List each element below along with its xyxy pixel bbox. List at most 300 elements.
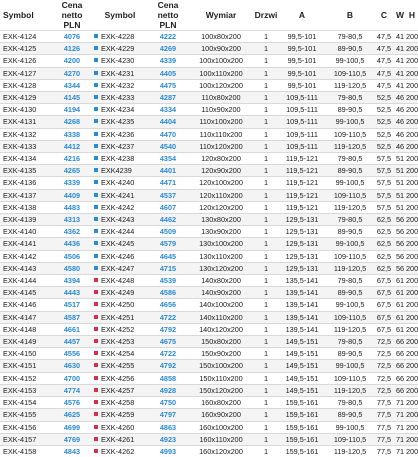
- symbol-2-text: EXK-4254: [101, 349, 134, 358]
- color-marker-icon: [94, 71, 98, 75]
- cell-h: 200: [406, 226, 418, 238]
- cell-b: 99-100,5: [326, 360, 374, 372]
- symbol-2-text: EXK-4258: [101, 398, 134, 407]
- color-marker-icon: [94, 302, 98, 306]
- cell-b: 79-80,5: [326, 31, 374, 43]
- color-marker-icon: [94, 83, 98, 87]
- cell-symbol-2: [92, 116, 148, 128]
- table-row: [0, 189, 418, 201]
- symbol-2-text: EXK-4246: [101, 252, 134, 261]
- color-marker-icon: [94, 363, 98, 367]
- cell-c: 67,5: [374, 311, 394, 323]
- cell-w: 46: [394, 116, 406, 128]
- cell-price-1: 4457: [52, 336, 92, 348]
- cell-doors: 1: [254, 323, 278, 335]
- table-row: [0, 299, 418, 311]
- cell-price-1: 4506: [52, 250, 92, 262]
- table-row: [0, 43, 418, 55]
- cell-h: 200: [406, 31, 418, 43]
- cell-a: 119,5-121: [278, 153, 326, 165]
- cell-symbol-2: [92, 128, 148, 140]
- cell-price-1: 4517: [52, 299, 92, 311]
- table-row: [0, 287, 418, 299]
- cell-size: 110x90x200: [188, 104, 254, 116]
- cell-symbol-2: [92, 79, 148, 91]
- cell-b: 109-110,5: [326, 67, 374, 79]
- cell-price-2: 4462: [148, 214, 188, 226]
- table-row: [0, 177, 418, 189]
- cell-symbol-2: [92, 189, 148, 201]
- header-price-1: [52, 0, 92, 31]
- cell-doors: 1: [254, 79, 278, 91]
- cell-c: 62,5: [374, 226, 394, 238]
- cell-price-1: 4630: [52, 360, 92, 372]
- cell-h: 200: [406, 92, 418, 104]
- color-marker-icon: [94, 156, 98, 160]
- cell-symbol-2: [92, 153, 148, 165]
- cell-price-2: 4928: [148, 384, 188, 396]
- cell-a: 149,5-151: [278, 384, 326, 396]
- color-marker-icon: [94, 388, 98, 392]
- cell-w: 41: [394, 43, 406, 55]
- cell-c: 52,5: [374, 140, 394, 152]
- cell-price-1: 4576: [52, 397, 92, 409]
- cell-size: 140x120x200: [188, 323, 254, 335]
- cell-symbol-1: EXK-4127: [0, 67, 52, 79]
- table-row: [0, 55, 418, 67]
- cell-c: 57,5: [374, 153, 394, 165]
- cell-price-2: 4405: [148, 67, 188, 79]
- cell-b: 119-120,5: [326, 140, 374, 152]
- cell-w: 61: [394, 287, 406, 299]
- cell-price-1: 4436: [52, 238, 92, 250]
- cell-c: 67,5: [374, 299, 394, 311]
- cell-c: 47,5: [374, 67, 394, 79]
- cell-symbol-1: EXK-4141: [0, 238, 52, 250]
- cell-price-2: 4722: [148, 311, 188, 323]
- cell-h: 200: [406, 116, 418, 128]
- table-row: [0, 238, 418, 250]
- cell-b: 99-100,5: [326, 55, 374, 67]
- cell-doors: 1: [254, 421, 278, 433]
- color-marker-icon: [94, 327, 98, 331]
- color-marker-icon: [94, 437, 98, 441]
- cell-doors: 1: [254, 67, 278, 79]
- cell-price-1: 4200: [52, 55, 92, 67]
- cell-a: 139,5-141: [278, 287, 326, 299]
- cell-symbol-2: [92, 262, 148, 274]
- cell-price-1: 4394: [52, 275, 92, 287]
- cell-price-1: 4661: [52, 323, 92, 335]
- cell-price-2: 4334: [148, 104, 188, 116]
- cell-b: 119-120,5: [326, 262, 374, 274]
- cell-h: 200: [406, 104, 418, 116]
- header-a: A: [278, 0, 326, 31]
- cell-symbol-1: EXK-4151: [0, 360, 52, 372]
- table-row: [0, 226, 418, 238]
- cell-b: 89-90,5: [326, 104, 374, 116]
- cell-w: 56: [394, 250, 406, 262]
- cell-w: 66: [394, 360, 406, 372]
- cell-price-2: 4475: [148, 79, 188, 91]
- cell-symbol-2: [92, 336, 148, 348]
- table-row: [0, 250, 418, 262]
- cell-doors: 1: [254, 165, 278, 177]
- cell-price-2: 4675: [148, 336, 188, 348]
- table-row: [0, 323, 418, 335]
- symbol-2-text: EXK4239: [101, 166, 132, 175]
- cell-w: 66: [394, 336, 406, 348]
- cell-a: 109,5-111: [278, 116, 326, 128]
- cell-a: 119,5-121: [278, 165, 326, 177]
- header-price-2-line2: netto PLN: [158, 10, 179, 30]
- symbol-2-text: EXK-4235: [101, 117, 134, 126]
- cell-doors: 1: [254, 397, 278, 409]
- cell-symbol-1: EXK-4152: [0, 372, 52, 384]
- cell-doors: 1: [254, 128, 278, 140]
- cell-a: 159,5-161: [278, 421, 326, 433]
- table-row: [0, 104, 418, 116]
- cell-price-2: 4287: [148, 92, 188, 104]
- cell-size: 140x100x200: [188, 299, 254, 311]
- cell-price-1: 4700: [52, 372, 92, 384]
- cell-doors: 1: [254, 336, 278, 348]
- cell-doors: 1: [254, 360, 278, 372]
- cell-price-1: 4194: [52, 104, 92, 116]
- cell-symbol-1: EXK-4142: [0, 250, 52, 262]
- cell-c: 62,5: [374, 238, 394, 250]
- color-marker-icon: [94, 449, 98, 453]
- cell-a: 99,5-101: [278, 31, 326, 43]
- symbol-2-text: EXK-4243: [101, 215, 134, 224]
- table-body: [0, 31, 418, 457]
- cell-doors: 1: [254, 214, 278, 226]
- symbol-2-text: EXK-4247: [101, 264, 134, 273]
- cell-h: 200: [406, 262, 418, 274]
- color-marker-icon: [94, 376, 98, 380]
- cell-price-2: 4269: [148, 43, 188, 55]
- table-row: [0, 31, 418, 43]
- header-symbol-1: Symbol: [0, 0, 52, 31]
- cell-symbol-2: [92, 201, 148, 213]
- cell-h: 200: [406, 189, 418, 201]
- cell-doors: 1: [254, 275, 278, 287]
- symbol-2-text: EXK-4245: [101, 239, 134, 248]
- cell-price-1: 4580: [52, 262, 92, 274]
- symbol-2-text: EXK-4248: [101, 276, 134, 285]
- cell-symbol-1: EXK-4144: [0, 275, 52, 287]
- cell-a: 159,5-161: [278, 433, 326, 445]
- cell-symbol-1: EXK-4156: [0, 421, 52, 433]
- cell-h: 200: [406, 384, 418, 396]
- cell-doors: 1: [254, 372, 278, 384]
- table-row: [0, 165, 418, 177]
- cell-symbol-1: EXK-4134: [0, 153, 52, 165]
- cell-symbol-1: EXK-4133: [0, 140, 52, 152]
- cell-price-2: 4645: [148, 250, 188, 262]
- color-marker-icon: [94, 119, 98, 123]
- cell-c: 77,5: [374, 397, 394, 409]
- header-h: H: [406, 0, 418, 31]
- color-marker-icon: [94, 278, 98, 282]
- cell-price-1: 4265: [52, 165, 92, 177]
- table-row: [0, 140, 418, 152]
- cell-size: 130x100x200: [188, 238, 254, 250]
- cell-h: 200: [406, 299, 418, 311]
- cell-h: 200: [406, 372, 418, 384]
- cell-symbol-2: [92, 372, 148, 384]
- cell-a: 135,5-141: [278, 275, 326, 287]
- cell-w: 46: [394, 128, 406, 140]
- cell-symbol-1: EXK-4140: [0, 226, 52, 238]
- cell-h: 200: [406, 140, 418, 152]
- cell-doors: 1: [254, 384, 278, 396]
- symbol-2-text: EXK-4237: [101, 142, 134, 151]
- cell-a: 119,5-121: [278, 189, 326, 201]
- symbol-2-text: EXK-4233: [101, 93, 134, 102]
- symbol-2-text: EXK-4238: [101, 154, 134, 163]
- cell-doors: 1: [254, 177, 278, 189]
- cell-a: 149,5-151: [278, 336, 326, 348]
- cell-doors: 1: [254, 262, 278, 274]
- cell-c: 57,5: [374, 177, 394, 189]
- cell-w: 51: [394, 177, 406, 189]
- cell-size: 150x110x200: [188, 372, 254, 384]
- cell-price-2: 4993: [148, 445, 188, 457]
- cell-symbol-2: [92, 55, 148, 67]
- cell-b: 79-80,5: [326, 275, 374, 287]
- cell-doors: 1: [254, 409, 278, 421]
- color-marker-icon: [94, 241, 98, 245]
- cell-c: 57,5: [374, 165, 394, 177]
- cell-h: 200: [406, 79, 418, 91]
- cell-size: 140x90x200: [188, 287, 254, 299]
- cell-price-1: 4313: [52, 214, 92, 226]
- cell-c: 62,5: [374, 214, 394, 226]
- cell-a: 109,5-111: [278, 140, 326, 152]
- cell-h: 200: [406, 43, 418, 55]
- cell-price-1: 4270: [52, 67, 92, 79]
- cell-size: 100x120x200: [188, 79, 254, 91]
- cell-b: 89-90,5: [326, 287, 374, 299]
- cell-size: 120x100x200: [188, 177, 254, 189]
- cell-price-1: 4409: [52, 189, 92, 201]
- symbol-2-text: EXK-4240: [101, 178, 134, 187]
- cell-doors: 1: [254, 31, 278, 43]
- color-marker-icon: [94, 315, 98, 319]
- cell-b: 109-110,5: [326, 372, 374, 384]
- table-row: [0, 116, 418, 128]
- cell-price-1: 4126: [52, 43, 92, 55]
- cell-price-1: 4774: [52, 384, 92, 396]
- cell-doors: 1: [254, 92, 278, 104]
- cell-price-2: 4750: [148, 397, 188, 409]
- cell-c: 47,5: [374, 79, 394, 91]
- cell-b: 79-80,5: [326, 153, 374, 165]
- cell-size: 100x100x200: [188, 55, 254, 67]
- cell-h: 200: [406, 214, 418, 226]
- cell-price-1: 4145: [52, 92, 92, 104]
- cell-b: 119-120,5: [326, 445, 374, 457]
- cell-price-2: 4537: [148, 189, 188, 201]
- header-price-1-line2: netto PLN: [62, 10, 83, 30]
- cell-price-2: 4401: [148, 165, 188, 177]
- cell-w: 56: [394, 214, 406, 226]
- cell-price-2: 4863: [148, 421, 188, 433]
- header-b: B: [326, 0, 374, 31]
- cell-doors: 1: [254, 201, 278, 213]
- cell-h: 200: [406, 275, 418, 287]
- cell-b: 79-80,5: [326, 397, 374, 409]
- cell-size: 160x120x200: [188, 445, 254, 457]
- cell-price-2: 4471: [148, 177, 188, 189]
- cell-symbol-1: EXK-4147: [0, 311, 52, 323]
- cell-c: 72,5: [374, 348, 394, 360]
- cell-h: 200: [406, 201, 418, 213]
- symbol-2-text: EXK-4241: [101, 191, 134, 200]
- cell-doors: 1: [254, 311, 278, 323]
- cell-size: 120x120x200: [188, 201, 254, 213]
- cell-size: 110x100x200: [188, 116, 254, 128]
- symbol-2-text: EXK-4250: [101, 300, 134, 309]
- cell-c: 72,5: [374, 336, 394, 348]
- cell-price-1: 4344: [52, 79, 92, 91]
- cell-b: 99-100,5: [326, 299, 374, 311]
- cell-symbol-2: [92, 323, 148, 335]
- cell-symbol-2: [92, 165, 148, 177]
- cell-b: 79-80,5: [326, 214, 374, 226]
- cell-b: 79-80,5: [326, 92, 374, 104]
- header-w: W: [394, 0, 406, 31]
- cell-price-1: 4216: [52, 153, 92, 165]
- cell-a: 149,5-151: [278, 348, 326, 360]
- cell-w: 71: [394, 397, 406, 409]
- cell-c: 67,5: [374, 323, 394, 335]
- cell-a: 129,5-131: [278, 250, 326, 262]
- cell-doors: 1: [254, 238, 278, 250]
- cell-a: 159,5-161: [278, 409, 326, 421]
- symbol-2-text: EXK-4262: [101, 447, 134, 456]
- cell-symbol-1: EXK-4125: [0, 43, 52, 55]
- table-row: [0, 262, 418, 274]
- header-price-2-line1: Cena: [158, 0, 179, 10]
- cell-symbol-2: [92, 360, 148, 372]
- cell-symbol-2: [92, 409, 148, 421]
- cell-symbol-1: EXK-4128: [0, 79, 52, 91]
- cell-price-2: 4792: [148, 323, 188, 335]
- cell-b: 109-110,5: [326, 189, 374, 201]
- cell-h: 200: [406, 67, 418, 79]
- cell-w: 51: [394, 201, 406, 213]
- cell-b: 99-100,5: [326, 421, 374, 433]
- cell-b: 109-110,5: [326, 433, 374, 445]
- cell-symbol-1: EXK-4153: [0, 384, 52, 396]
- cell-price-2: 4354: [148, 153, 188, 165]
- cell-price-2: 4586: [148, 287, 188, 299]
- symbol-2-text: EXK-4231: [101, 69, 134, 78]
- color-marker-icon: [94, 107, 98, 111]
- cell-symbol-1: EXK-4129: [0, 92, 52, 104]
- cell-b: 119-120,5: [326, 79, 374, 91]
- cell-doors: 1: [254, 299, 278, 311]
- cell-h: 200: [406, 165, 418, 177]
- cell-a: 99,5-101: [278, 67, 326, 79]
- cell-doors: 1: [254, 226, 278, 238]
- cell-b: 119-120,5: [326, 384, 374, 396]
- cell-symbol-1: EXK-4126: [0, 55, 52, 67]
- cell-size: 150x90x200: [188, 348, 254, 360]
- cell-w: 56: [394, 262, 406, 274]
- cell-price-2: 4339: [148, 55, 188, 67]
- color-marker-icon: [94, 144, 98, 148]
- symbol-2-text: EXK-4244: [101, 227, 134, 236]
- cell-c: 67,5: [374, 275, 394, 287]
- cell-price-2: 4722: [148, 348, 188, 360]
- cell-size: 100x110x200: [188, 67, 254, 79]
- cell-c: 77,5: [374, 421, 394, 433]
- table-row: [0, 409, 418, 421]
- symbol-2-text: EXK-4236: [101, 130, 134, 139]
- cell-a: 139,5-141: [278, 311, 326, 323]
- color-marker-icon: [94, 339, 98, 343]
- cell-price-2: 4923: [148, 433, 188, 445]
- cell-a: 119,5-121: [278, 201, 326, 213]
- cell-symbol-1: EXK-4139: [0, 214, 52, 226]
- table-row: [0, 128, 418, 140]
- cell-a: 129,5-131: [278, 214, 326, 226]
- cell-price-2: 4607: [148, 201, 188, 213]
- symbol-2-text: EXK-4261: [101, 435, 134, 444]
- cell-h: 200: [406, 445, 418, 457]
- cell-w: 51: [394, 165, 406, 177]
- cell-a: 119,5-121: [278, 177, 326, 189]
- cell-symbol-1: EXK-4149: [0, 336, 52, 348]
- cell-b: 89-90,5: [326, 165, 374, 177]
- cell-w: 71: [394, 445, 406, 457]
- cell-w: 66: [394, 372, 406, 384]
- cell-symbol-1: EXK-4148: [0, 323, 52, 335]
- cell-symbol-1: EXK-4138: [0, 201, 52, 213]
- cell-w: 41: [394, 31, 406, 43]
- cell-a: 109,5-111: [278, 104, 326, 116]
- cell-symbol-2: [92, 104, 148, 116]
- cell-size: 130x120x200: [188, 262, 254, 274]
- cell-symbol-2: [92, 299, 148, 311]
- cell-h: 200: [406, 311, 418, 323]
- cell-h: 200: [406, 421, 418, 433]
- table-row: [0, 336, 418, 348]
- cell-w: 46: [394, 104, 406, 116]
- cell-h: 200: [406, 323, 418, 335]
- color-marker-icon: [94, 46, 98, 50]
- cell-doors: 1: [254, 189, 278, 201]
- cell-size: 140x80x200: [188, 275, 254, 287]
- cell-symbol-2: [92, 214, 148, 226]
- cell-size: 160x110x200: [188, 433, 254, 445]
- header-symbol-2: Symbol: [92, 0, 148, 31]
- cell-doors: 1: [254, 140, 278, 152]
- table-row: [0, 445, 418, 457]
- header-row: [0, 0, 418, 31]
- cell-a: 159,5-161: [278, 445, 326, 457]
- cell-a: 159,5-161: [278, 397, 326, 409]
- cell-w: 51: [394, 189, 406, 201]
- cell-symbol-2: [92, 421, 148, 433]
- cell-price-2: 4858: [148, 372, 188, 384]
- cell-symbol-2: [92, 140, 148, 152]
- cell-b: 89-90,5: [326, 348, 374, 360]
- cell-c: 72,5: [374, 372, 394, 384]
